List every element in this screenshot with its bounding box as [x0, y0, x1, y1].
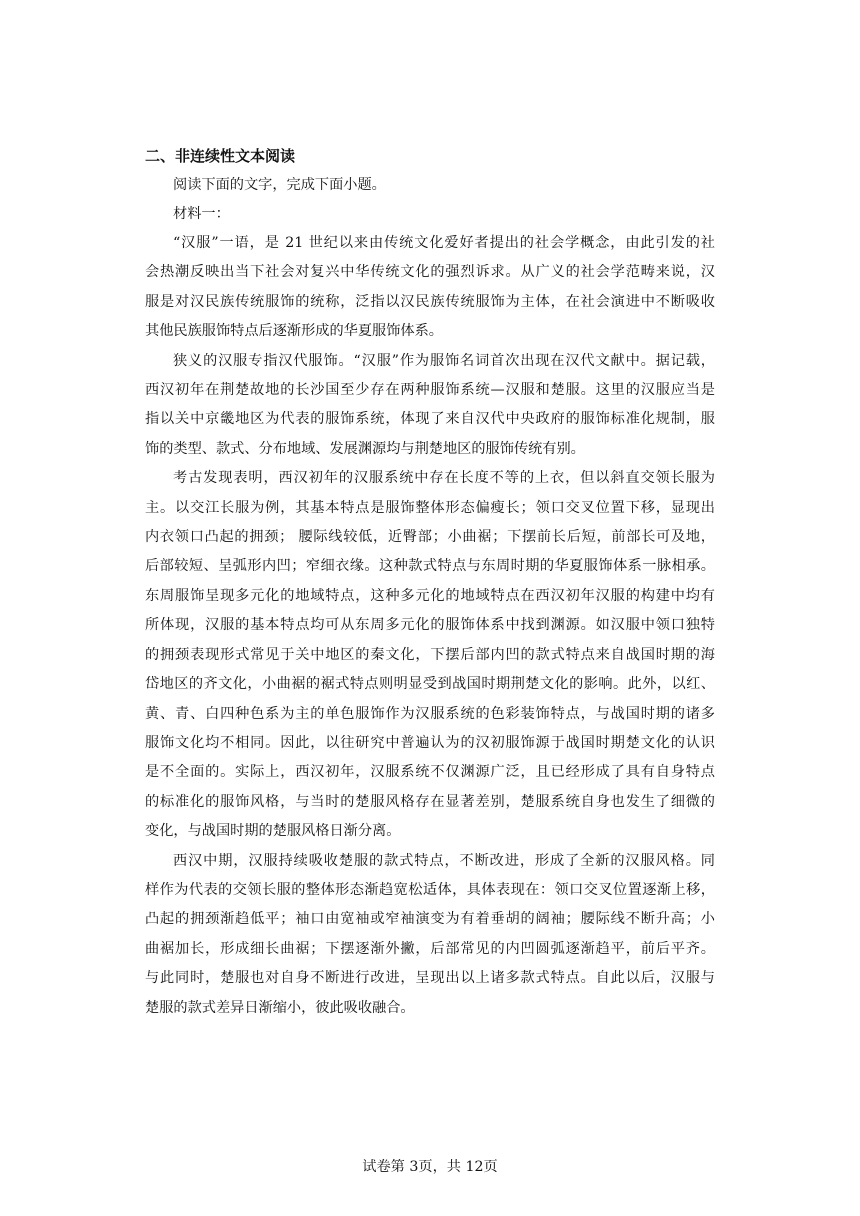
paragraph-line: 饰的类型、款式、分布地域、发展渊源均与荆楚地区的服饰传统有别。 [145, 440, 585, 457]
paragraph [145, 847, 715, 1023]
paragraph-line: 是不全面的。实际上，西汉初年，汉服系统不仅渊源广泛，且已经形成了具有自身特点 [145, 764, 715, 781]
paragraph-line: “汉服”一语，是 21 世纪以来由传统文化爱好者提出的社会学概念，由此引发的社 [173, 235, 715, 251]
paragraph-line: 会热潮反映出当下社会对复兴中华传统文化的强烈诉求。从广义的社会学范畴来说，汉 [145, 264, 715, 281]
paragraph-line: 黄、青、白四种色系为主的单色服饰作为汉服系统的色彩装饰特点，与战国时期的诸多 [145, 705, 715, 722]
instruction-text: 阅读下面的文字，完成下面小题。 [173, 177, 386, 193]
paragraph-line: 西汉中期，汉服持续吸收楚服的款式特点，不断改进，形成了全新的汉服风格。同 [173, 852, 715, 869]
page-content [145, 144, 715, 1023]
paragraph-line: 曲裾加长，形成细长曲裾；下摆逐渐外撇，后部常见的内凹圆弧逐渐趋平，前后平齐。 [145, 940, 715, 957]
paragraph-line: 其他民族服饰特点后逐渐形成的华夏服饰体系。 [145, 323, 443, 340]
paragraph-line: 东周服饰呈现多元化的地域特点，这种多元化的地域特点在西汉初年汉服的构建中均有 [145, 587, 715, 604]
paragraph-line: 服饰文化均不相同。因此，以往研究中普遍认为的汉初服饰源于战国时期楚文化的认识 [145, 734, 715, 751]
paragraph [145, 464, 715, 846]
paragraph-line: 凸起的拥颈渐趋低平；袖口由宽袖或窄袖演变为有着垂胡的阔袖；腰际线不断升高；小 [145, 911, 715, 928]
material-label: 材料一： [173, 206, 230, 222]
section-title: 二、非连续性文本阅读 [145, 147, 296, 165]
paragraph-line: 岱地区的齐文化，小曲裾的裾式特点则明显受到战国时期荆楚文化的影响。此外，以红、 [145, 676, 715, 693]
paragraph-line: 变化，与战国时期的楚服风格日渐分离。 [145, 823, 401, 840]
paragraph-line: 西汉初年在荆楚故地的长沙国至少存在两种服饰系统—汉服和楚服。这里的汉服应当是 [145, 382, 715, 399]
paragraph-line: 服是对汉民族传统服饰的统称，泛指以汉民族传统服饰为主体，在社会演进中不断吸收 [145, 293, 715, 310]
paragraph-line: 狭义的汉服专指汉代服饰。“汉服”作为服饰名词首次出现在汉代文献中。据记载， [173, 352, 715, 369]
paragraph-line: 内衣领口凸起的拥颈； 腰际线较低，近臀部；小曲裾；下摆前长后短，前部长可及地， [145, 529, 715, 546]
paragraph-line: 楚服的款式差异日渐缩小，彼此吸收融合。 [145, 999, 415, 1016]
paragraph [145, 229, 715, 347]
paragraph [145, 347, 715, 465]
paragraph-line: 样作为代表的交领长服的整体形态渐趋宽松适体，具体表现在：领口交叉位置逐渐上移， [145, 881, 715, 898]
paragraph-line: 考古发现表明，西汉初年的汉服系统中存在长度不等的上衣，但以斜直交领长服为 [173, 470, 715, 487]
paragraph-line: 的标准化的服饰风格，与当时的楚服风格存在显著差别，楚服系统自身也发生了细微的 [145, 793, 715, 810]
paragraph-line: 指以关中京畿地区为代表的服饰系统，体现了来自汉代中央政府的服饰标准化规制，服 [145, 411, 715, 428]
paragraph-line: 后部较短、呈弧形内凹；窄细衣缘。这种款式特点与东周时期的华夏服饰体系一脉相承。 [145, 558, 715, 575]
paragraph-line: 所体现，汉服的基本特点均可从东周多元化的服饰体系中找到渊源。如汉服中领口独特 [145, 617, 715, 634]
paragraph-line: 与此同时，楚服也对自身不断进行改进，呈现出以上诸多款式特点。自此以后，汉服与 [145, 970, 715, 987]
paragraph-line: 的拥颈表现形式常见于关中地区的秦文化，下摆后部内凹的款式特点来自战国时期的海 [145, 646, 715, 663]
paragraph-line: 主。以交江长服为例，其基本特点是服饰整体形态偏瘦长；领口交叉位置下移，显现出 [145, 499, 715, 516]
page-footer: 试卷第 3页，共 12页 [362, 1159, 498, 1175]
